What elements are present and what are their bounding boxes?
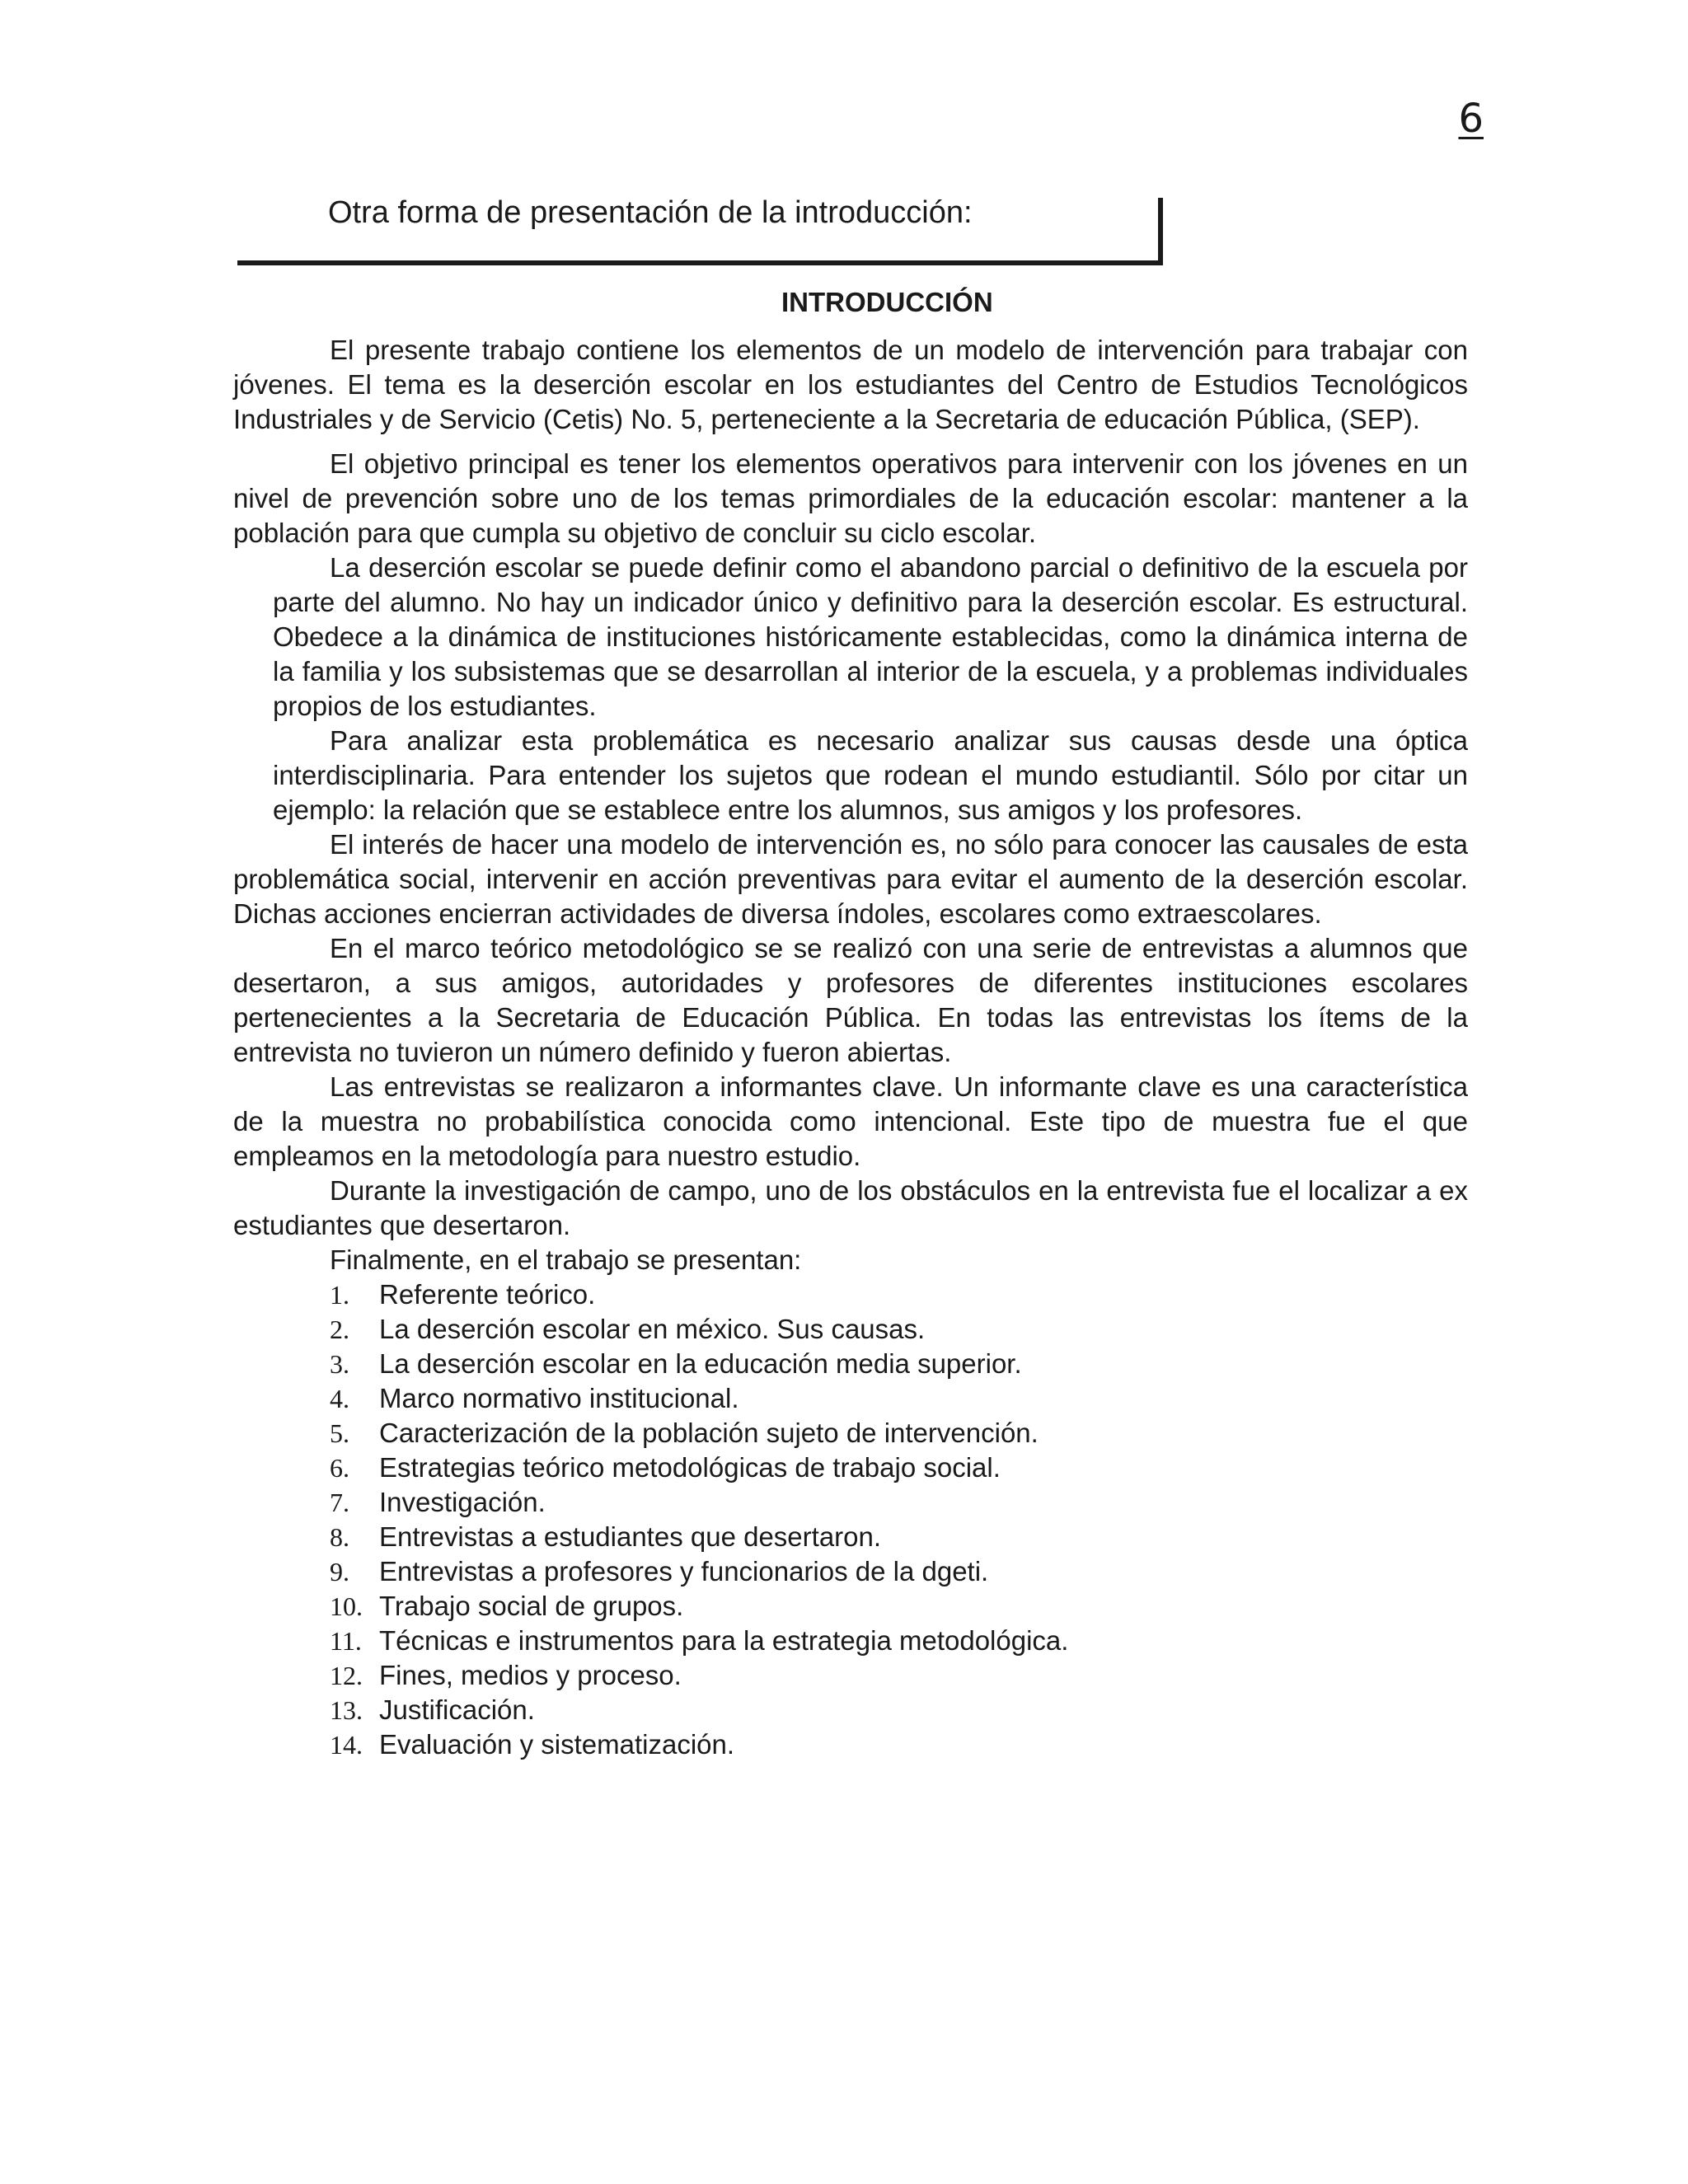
list-item [330,1589,1468,1624]
paragraph: Finalmente, en el trabajo se presentan: [330,1244,802,1275]
list-item [330,1416,1468,1451]
list-item [330,1624,1468,1658]
list-item-text: Entrevistas a estudiantes que desertaron. [379,1521,882,1552]
list-item-text: La deserción escolar en la educación media superior. [379,1348,1022,1379]
callout-right-border [1158,198,1163,265]
list-item [330,1381,1468,1416]
list-item [330,1520,1468,1554]
page-number: 6 [1458,96,1484,142]
list-item-text: La deserción escolar en méxico. Sus causas. [379,1314,926,1344]
list-item-number: 6. [330,1453,349,1483]
paragraph: En el marco teórico metodológico se se realizó con una serie de entrevistas a alumnos que desertaron, a sus amigos, autoridades y profesores de diferentes instituciones escolares pertenecientes a la Secretaria de Educación Pública. En todas las entrevistas los ítems de la entrevista no tuvieron un número definido y fueron abiertas. [233,933,1468,1067]
list-item [330,1658,1468,1693]
list-item [330,1485,1468,1520]
list-item-text: Investigación. [379,1487,546,1517]
paragraph: El objetivo principal es tener los elementos operativos para intervenir con los jóvenes en un nivel de prevención sobre uno de los temas primordiales de la educación escolar: mantener a la población para que cumpla su objetivo de concluir su ciclo escolar. [233,448,1468,548]
list-item-number: 3. [330,1349,349,1379]
list-item [330,1451,1468,1485]
list-item-text: Caracterización de la población sujeto de intervención. [379,1418,1039,1448]
paragraph: El interés de hacer una modelo de intervención es, no sólo para conocer las causales de esta problemática social, intervenir en acción preventivas para evitar el aumento de la deserción escolar. Dichas acciones encierran actividades de diversa índoles, escolares como extraescolares. [233,829,1468,929]
list-item-text: Fines, medios y proceso. [379,1660,682,1690]
list-item-number: 13. [330,1695,363,1725]
list-item-number: 14. [330,1730,363,1760]
list-item-text: Marco normativo institucional. [379,1383,739,1413]
list-item [330,1554,1468,1589]
document-heading: INTRODUCCIÓN [781,287,993,317]
list-item [330,1693,1468,1727]
list-item-text: Entrevistas a profesores y funcionarios de la dgeti. [379,1556,989,1586]
list-item-number: 4. [330,1384,349,1413]
document-body [233,333,1468,1762]
list-item-number: 5. [330,1418,349,1448]
paragraph: Durante la investigación de campo, uno de los obstáculos en la entrevista fue el localizar a ex estudiantes que desertaron. [233,1175,1468,1240]
list-item-text: Trabajo social de grupos. [379,1591,684,1621]
callout-text: Otra forma de presentación de la introducción: [328,195,973,230]
list-item-number: 9. [330,1557,349,1586]
list-item-number: 7. [330,1488,349,1517]
list-item-number: 1. [330,1280,349,1310]
paragraph: El presente trabajo contiene los elementos de un modelo de intervención para trabajar con jóvenes. El tema es la deserción escolar en los estudiantes del Centro de Estudios Tecnológicos Industriales y de Servicio (Cetis) No. 5, perteneciente a la Secretaria de educación Pública, (SEP). [233,335,1468,434]
list-item-text: Estrategias teórico metodológicas de trabajo social. [379,1452,1001,1483]
list-item-text: Evaluación y sistematización. [379,1729,735,1760]
list-item-number: 11. [330,1626,362,1656]
callout-bottom-border [237,260,1163,265]
list-item [330,1277,1468,1312]
list-item-number: 10. [330,1591,363,1621]
paragraph: Las entrevistas se realizaron a informantes clave. Un informante clave es una característica de la muestra no probabilística conocida como intencional. Este tipo de muestra fue el que empleamos en la metodología para nuestro estudio. [233,1071,1468,1171]
paragraph: Para analizar esta problemática es necesario analizar sus causas desde una óptica interdisciplinaria. Para entender los sujetos que rodean el mundo estudiantil. Sólo por citar un ejemplo: la relación que se establece entre los alumnos, sus amigos y los profesores. [273,725,1468,825]
list-item-number: 8. [330,1522,349,1552]
list-item-number: 12. [330,1661,363,1690]
list-item-text: Justificación. [379,1694,535,1725]
list-item-text: Técnicas e instrumentos para la estrategia metodológica. [379,1625,1069,1656]
list-item [330,1312,1468,1347]
list-item [330,1347,1468,1381]
list-item [330,1727,1468,1762]
list-item-text: Referente teórico. [379,1279,596,1310]
list-item-number: 2. [330,1315,349,1344]
paragraph: La deserción escolar se puede definir como el abandono parcial o definitivo de la escuela por parte del alumno. No hay un indicador único y definitivo para la deserción escolar. Es estructural. Obedece a la dinámica de instituciones históricamente establecidas, como la dinámica interna de la familia y los subsistemas que se desarrollan al interior de la escuela, y a problemas individuales propios de los estudiantes. [273,552,1468,721]
contents-list [233,1277,1468,1762]
